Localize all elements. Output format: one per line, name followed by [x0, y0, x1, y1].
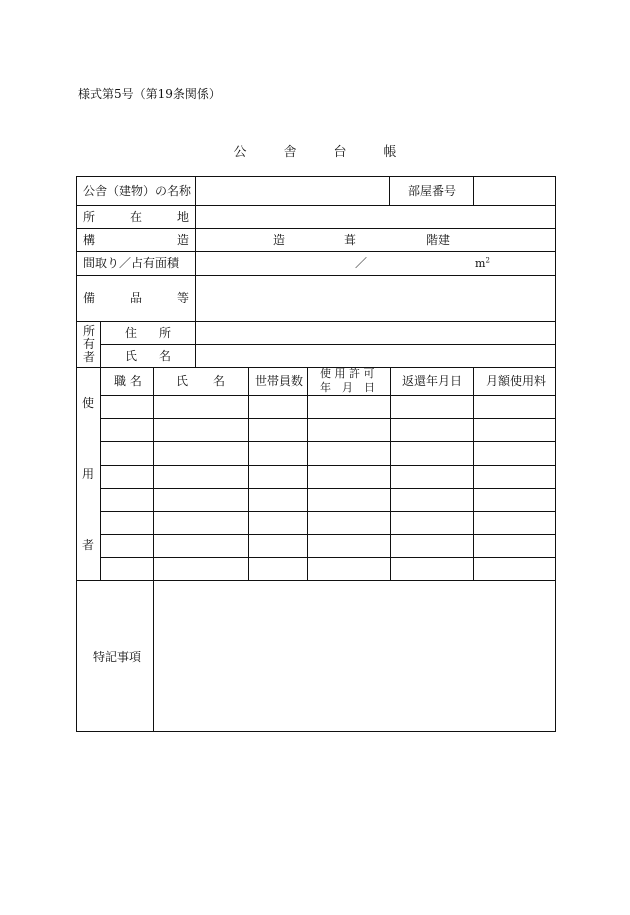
roofing-suffix: 葺 — [344, 233, 357, 247]
structure-label: 構 造 — [83, 233, 189, 247]
room-number-label: 部屋番号 — [408, 184, 457, 198]
equipment-label: 備 品 等 — [83, 291, 189, 305]
col-header-monthly-fee: 月額使用料 — [486, 374, 547, 388]
col-header-return-date: 返還年月日 — [402, 374, 463, 388]
area-unit: $m^2$ — [475, 256, 490, 270]
owner-name-label: 氏 名 — [125, 349, 171, 363]
owner-address-field[interactable] — [196, 322, 555, 344]
public-housing-ledger-table — [76, 176, 556, 732]
facility-name-field[interactable] — [196, 177, 389, 205]
form-number-label: 様式第5号（第19条関係） — [78, 87, 221, 101]
col-header-household-size: 世帯員数 — [255, 374, 304, 388]
col-header-permit-date-line1: 使 用 許 可 — [320, 367, 375, 380]
remarks-label: 特記事項 — [93, 650, 142, 664]
page-title: 公 舎 台 帳 — [233, 145, 409, 160]
location-field[interactable] — [196, 206, 555, 228]
remarks-field[interactable] — [154, 581, 555, 731]
col-header-permit-date-line2: 年 月 日 — [320, 381, 375, 394]
location-label: 所 在 地 — [83, 210, 189, 224]
users-label-char-1: 使 — [82, 396, 95, 410]
users-label-char-2: 用 — [82, 467, 95, 481]
equipment-field[interactable] — [196, 276, 555, 321]
users-label-char-3: 者 — [82, 538, 95, 552]
facility-name-label: 公舎（建物）の名称 — [83, 184, 192, 198]
col-header-job-title: 職 名 — [114, 374, 142, 388]
room-number-field[interactable] — [474, 177, 555, 205]
area-separator: ／ — [355, 256, 368, 270]
stories-suffix: 階建 — [426, 233, 451, 247]
floor-plan-area-label: 間取り／占有面積 — [83, 256, 180, 270]
owner-address-label: 住 所 — [125, 326, 171, 340]
structure-type-suffix: 造 — [273, 233, 286, 247]
col-header-name: 氏 名 — [176, 374, 225, 388]
owner-name-field[interactable] — [196, 345, 555, 367]
owner-header: 所 有 者 — [82, 324, 95, 364]
